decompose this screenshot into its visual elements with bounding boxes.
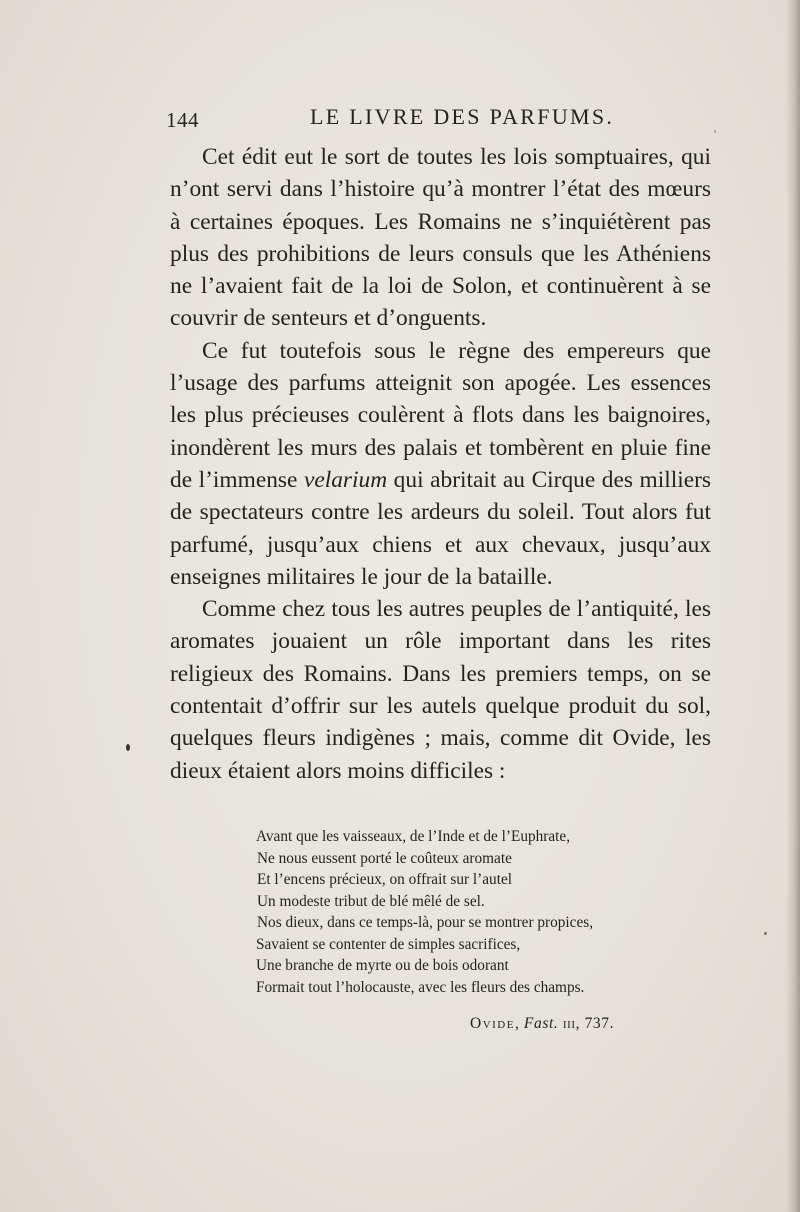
attribution-book: iii xyxy=(558,1015,576,1032)
paragraph-2-text-before: Ce fut toutefois sous le règne des empereurs que l’usage des parfums atteignit son apogée. Les essences les plus précieuses coulèrent à flots dans les baignoires, inondèrent les murs des palais et tombèrent en pluie fine de l’immense xyxy=(170,337,711,493)
running-title: LE LIVRE DES PARFUMS. xyxy=(310,104,615,129)
body-text xyxy=(170,141,711,787)
ink-speck xyxy=(764,932,767,935)
verse-line: Formait tout l’holocauste, avec les fleurs des champs. xyxy=(256,978,585,996)
verse-line: Ne nous eussent porté le coûteux aromate xyxy=(257,849,512,867)
paragraph-2-text-after: qui abritait au Cirque des milliers de spectateurs contre les ardeurs du soleil. Tout alors fut parfumé, jusqu’aux chiens et aux chevaux, jusqu’aux enseignes militaires le jour de la bataille. xyxy=(170,466,711,590)
paragraph-2-italic-term: velarium xyxy=(303,466,388,493)
page-edge-shadow xyxy=(786,0,800,1212)
paragraph-1: Cet édit eut le sort de toutes les lois somptuaires, qui n’ont servi dans l’histoire qu’à montrer l’état des mœurs à certaines époques. Les Romains ne s’inquiétèrent pas plus des prohibitions de leurs consuls que les Athéniens ne l’avaient fait de la loi de Solon, et continuèrent à se couvrir de senteurs et d’onguents. xyxy=(170,144,711,332)
paragraph-3: Comme chez tous les autres peuples de l’antiquité, les aromates jouaient un rôle important dans les rites religieux des Romains. Dans les premiers temps, on se contentait d’offrir sur les autels quelque produit du sol, quelques fleurs indigènes ; mais, comme dit Ovide, les dieux étaient alors moins difficiles : xyxy=(170,596,711,784)
ink-speck xyxy=(714,130,716,133)
verse-line: Une branche de myrte ou de bois odorant xyxy=(256,957,509,974)
attribution-author: Ovide xyxy=(470,1015,515,1032)
verse-line: Savaient se contenter de simples sacrifices, xyxy=(256,935,521,953)
page-number: 144 xyxy=(166,108,199,132)
running-header xyxy=(166,104,720,136)
attribution-line: , 737. xyxy=(575,1015,615,1032)
verse-line: Et l’encens précieux, on offrait sur l’autel xyxy=(257,871,512,888)
attribution-work: Fast. xyxy=(523,1015,559,1032)
attribution-separator: , xyxy=(514,1015,524,1032)
verse-line: Nos dieux, dans ce temps-là, pour se montrer propices, xyxy=(257,914,594,931)
ink-speck xyxy=(126,744,130,751)
verse-quotation xyxy=(256,826,696,998)
paragraph-2 xyxy=(170,335,711,593)
verse-line: Un modeste tribut de blé mêlé de sel. xyxy=(257,892,485,910)
verse-line: Avant que les vaisseaux, de l’Inde et de l’Euphrate, xyxy=(256,828,571,845)
verse-attribution xyxy=(470,1015,614,1033)
